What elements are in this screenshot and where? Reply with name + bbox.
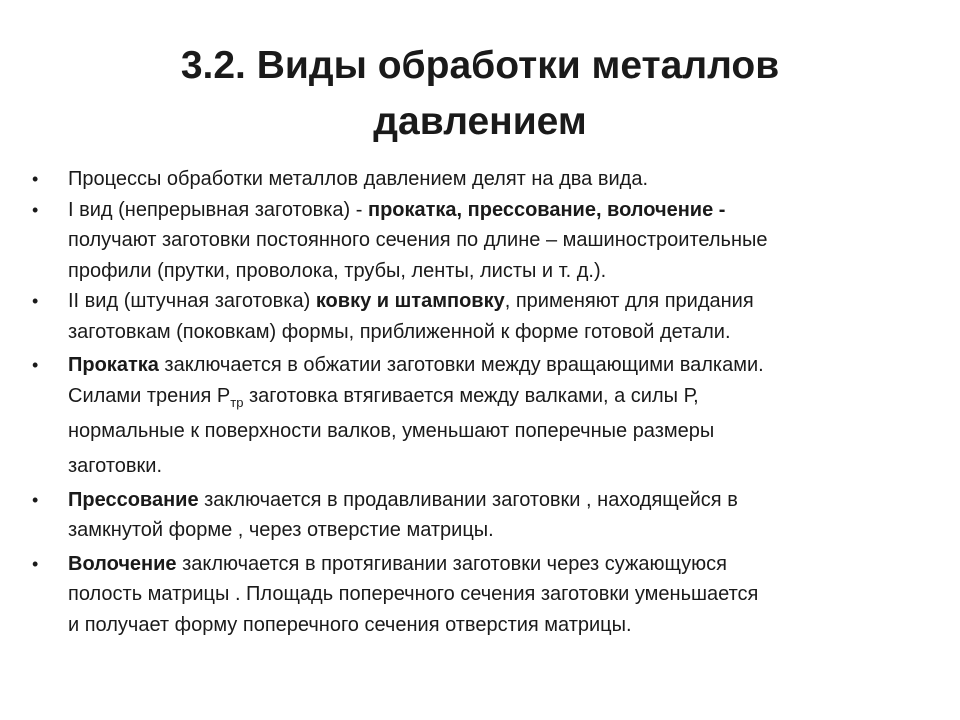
bullet-icon: • (32, 355, 39, 375)
subscript-text: тр (230, 394, 244, 410)
bullet-item-pressing (30, 485, 930, 546)
bullet-icon: • (32, 169, 39, 189)
bullet-list (30, 164, 930, 640)
title-line-2: давлением (373, 100, 587, 143)
bullet-bold-text: прокатка, прессование, волочение - (367, 198, 726, 221)
bullet-text: заключается в обжатии заготовки между вращающими валками. (158, 354, 764, 376)
bullet-icon: • (32, 553, 39, 574)
bullet-text: и получает форму поперечного сечения отверстия матрицы. (68, 613, 632, 636)
bullet-bold-text: Волочение (68, 552, 177, 575)
slide-title (60, 38, 900, 150)
bullet-icon: • (32, 489, 39, 510)
bullet-text: заготовки. (68, 455, 162, 477)
bullet-text: замкнутой форме , через отверстие матрицы. (68, 519, 494, 541)
bullet-bold-text: Прессование (68, 488, 199, 511)
bullet-item-type-1 (30, 195, 930, 287)
bullet-item-drawing (30, 549, 930, 641)
bullet-text: Процессы обработки металлов давлением делят на два вида. (68, 168, 649, 190)
bullet-icon: • (32, 291, 39, 311)
bullet-text: Силами трения Р (68, 384, 231, 407)
bullet-text: профили (прутки, проволока, трубы, ленты, листы и т. д.). (68, 259, 607, 282)
bullet-text: I вид (непрерывная заготовка) - (68, 198, 368, 221)
bullet-icon: • (32, 199, 39, 220)
bullet-text: заготовка втягивается между валками, а силы Р, (243, 384, 699, 407)
bullet-text: полость матрицы . Площадь поперечного сечения заготовки уменьшается (68, 583, 759, 605)
bullet-item-two-types (30, 164, 930, 195)
bullet-text: заготовкам (поковкам) формы, приближенной к форме готовой детали. (68, 320, 731, 343)
bullet-text: II вид (штучная заготовка) (68, 290, 316, 312)
bullet-bold-text: Прокатка (68, 354, 159, 376)
bullet-item-rolling (30, 350, 930, 482)
bullet-bold-text: ковку и штамповку (315, 290, 505, 312)
bullet-text: заключается в продавливании заготовки , находящейся в (198, 488, 738, 511)
title-line-1: 3.2. Виды обработки металлов (180, 44, 780, 87)
bullet-text: заключается в протягивании заготовки через сужающуюся (176, 552, 727, 575)
bullet-text: получают заготовки постоянного сечения по длине – машиностроительные (68, 229, 768, 251)
bullet-item-type-2 (30, 286, 930, 347)
bullet-text: нормальные к поверхности валков, уменьшают поперечные размеры (68, 420, 715, 442)
bullet-text: , применяют для придания (504, 290, 754, 312)
